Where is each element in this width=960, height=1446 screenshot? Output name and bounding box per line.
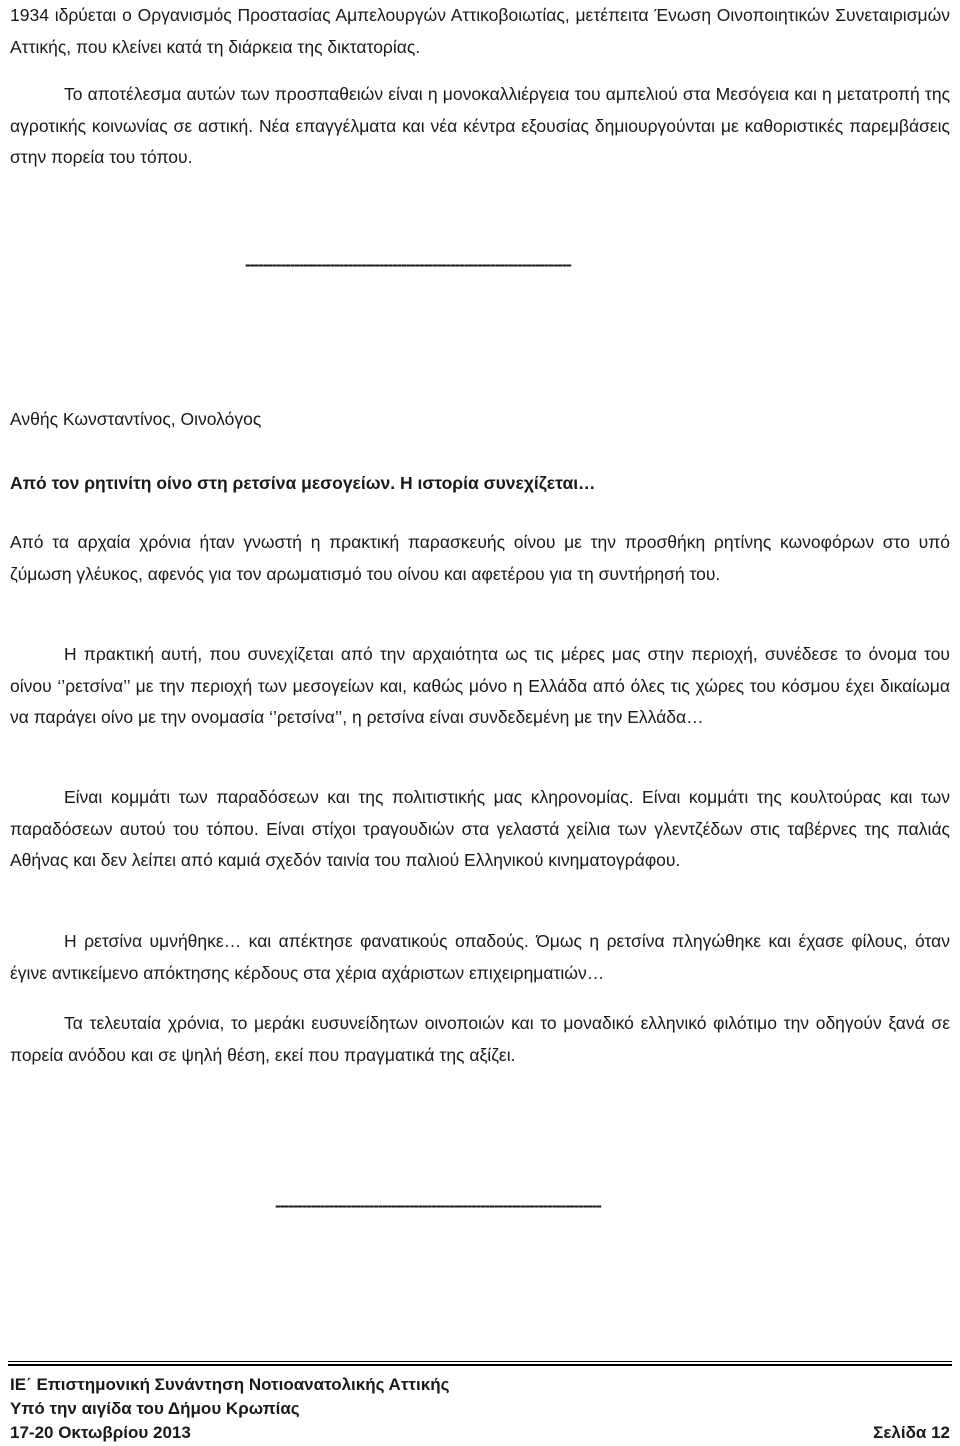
article-author: Ανθής Κωνσταντίνος, Οινολόγος: [10, 409, 262, 429]
intro-paragraph-2: Το αποτέλεσμα αυτών των προσπαθειών είναι η μονοκαλλιέργεια του αμπελιού στα Μεσόγεια και η μετατροπή της αγροτικής κοινωνίας σε αστική. Νέα επαγγέλματα και νέα κέντρα εξουσίας δημιουργούνται με καθοριστικές παρεμβάσεις στην πορεία του τόπου.: [10, 84, 950, 167]
footer-sponsor: Υπό την αιγίδα του Δήμου Κρωπίας: [10, 1399, 300, 1418]
article-paragraph-1: Από τα αρχαία χρόνια ήταν γνωστή η πρακτική παρασκευής οίνου με την προσθήκη ρητίνης κωνοφόρων στο υπό ζύμωση γλέυκος, αφενός για τον αρωματισμό του οίνου και αφετέρου για τη συντήρησή του.: [10, 532, 950, 584]
article-title: Από τον ρητινίτη οίνο στη ρετσίνα μεσογείων. Η ιστορία συνεχίζεται…: [10, 473, 596, 493]
end-separator: -------------------------------------------------------------------------: [275, 1196, 601, 1215]
footer-conference-title: ΙΕ΄ Επιστημονική Συνάντηση Νοτιοανατολικής Αττικής: [10, 1375, 450, 1394]
page-number: Σελίδα 12: [873, 1423, 950, 1442]
article-paragraph-2: Η πρακτική αυτή, που συνεχίζεται από την αρχαιότητα ως τις μέρες μας στην περιοχή, συνέδεσε το όνομα του οίνου ‘’ρετσίνα’’ με την περιοχή των μεσογείων και, καθώς μόνο η Ελλάδα από όλες τις χώρες του κόσμου έχει δικαίωμα να παράγει οίνο με την ονομασία ‘’ρετσίνα’’, η ρετσίνα είναι συνδεδεμένη με την Ελλάδα…: [10, 644, 950, 727]
footer-dates: 17-20 Οκτωβρίου 2013: [10, 1423, 191, 1442]
footer-divider: [8, 1361, 952, 1366]
article-paragraph-5: Τα τελευταία χρόνια, το μεράκι ευσυνείδητων οινοποιών και το μοναδικό ελληνικό φιλότιμο την οδηγούν ξανά σε πορεία ανόδου και σε ψηλή θέση, εκεί που πραγματικά της αξίζει.: [10, 1013, 950, 1065]
section-separator: -------------------------------------------------------------------------: [245, 255, 571, 274]
article-paragraph-4: Η ρετσίνα υμνήθηκε… και απέκτησε φανατικούς οπαδούς. Όμως η ρετσίνα πληγώθηκε και έχασε φίλους, όταν έγινε αντικείμενο απόκτησης κέρδους στα χέρια αχάριστων επιχειρηματιών…: [10, 931, 950, 983]
article-paragraph-3: Είναι κομμάτι των παραδόσεων και της πολιτιστικής μας κληρονομίας. Είναι κομμάτι της κουλτούρας και των παραδόσεων αυτού του τόπου. Είναι στίχοι τραγουδιών στα γελαστά χείλια των γλεντζέδων στις ταβέρνες της παλιάς Αθήνας και δεν λείπει από καμιά σχεδόν ταινία του παλιού Ελληνικού κινηματογράφου.: [10, 787, 950, 870]
intro-paragraph-1: 1934 ιδρύεται ο Οργανισμός Προστασίας Αμπελουργών Αττικοβοιωτίας, μετέπειτα Ένωση Οινοποιητικών Συνεταιρισμών Αττικής, που κλείνει κατά τη διάρκεια της δικτατορίας.: [10, 5, 950, 57]
